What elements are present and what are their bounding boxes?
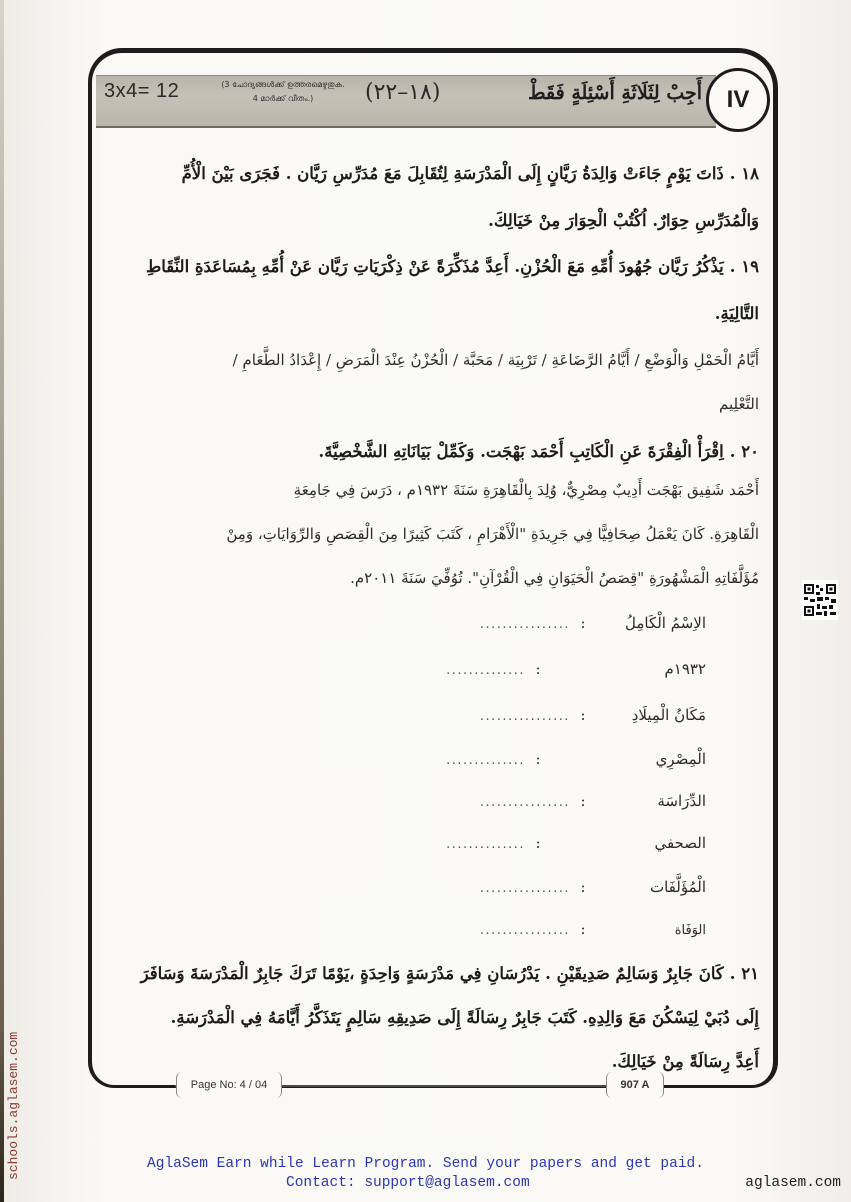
answer-blank[interactable]: ................ — [479, 709, 570, 724]
question-number: ١٨ . — [729, 164, 759, 183]
answer-blank[interactable]: ................ — [479, 881, 570, 896]
field-nationality: الْمِصْرِي : .............. — [446, 750, 706, 768]
question-number: ١٩ . — [729, 257, 759, 276]
field-birth-year: ١٩٣٢م : .............. — [446, 660, 706, 678]
malayalam-instruction: (3 ചോദ്യങ്ങൾക്ക് ഉത്തരമെഴുതുക. 4 മാർക്ക് വീതം.) — [221, 80, 345, 103]
question-19: ١٩ .يَذْكُرُ رَيَّان جُهُودَ أُمِّهِ مَعَ الْحُزْنِ. أَعِدَّ مُذَكِّرَةً عَنْ ذِكْرَيَاتِ رَيَّان عَنْ أُمِّهِ بِمُسَاعَدَةِ النِّقَاطِ التَّالِيَةِ. — [145, 257, 759, 323]
answer-blank[interactable]: ................ — [479, 795, 570, 810]
field-profession: الصحفي : .............. — [446, 834, 706, 852]
question-19-points: أَيَّامُ الْحَمْلِ وَالْوَضْعِ / أَيَّامُ الرَّضَاعَةِ / تَرْبِيَة / مَحَبَّة / الْحُزْنُ عِنْدَ الْمَرَضِ / إِعْدَادُ الطَّعَامِ / التَّعْلِيم — [232, 351, 759, 413]
promo-text: AglaSem Earn while Learn Program. Send your papers and get paid. — [147, 1156, 704, 1172]
field-birthplace: مَكَانُ الْمِيلَادِ : ................ — [479, 706, 706, 724]
field-death: الوَفَاة : ................ — [479, 920, 706, 938]
answer-blank: ١٩٣٢م — [664, 660, 706, 678]
answer-blank[interactable]: ................ — [479, 923, 570, 938]
site-link[interactable]: aglasem.com — [745, 1175, 841, 1191]
paper-code: 907 A — [606, 1072, 664, 1098]
page-edge-shadow — [0, 0, 4, 1202]
question-number: ٢١ . — [729, 964, 759, 983]
field-full-name: الاِسْمُ الْكَامِلُ : ................ — [479, 614, 706, 632]
marks-allocation: 3x4= 12 — [104, 80, 180, 102]
question-range: (١٨–٢٢) — [365, 80, 441, 105]
qr-code-icon[interactable] — [802, 580, 838, 620]
answer-blank[interactable]: ................ — [479, 617, 570, 632]
page-number: Page No: 4 / 04 — [176, 1072, 282, 1098]
contact-text[interactable]: Contact: support@aglasem.com — [286, 1175, 530, 1191]
question-18: ١٨ .ذَاتَ يَوْمٍ جَاءَتْ وَالِدَةُ رَيَّانٍ إِلَى الْمَدْرَسَةِ لِتُقَابِلَ مَعَ مُدَرِّسِ رَيَّان . فَجَرَى بَيْنَ الْأُمِّ وَالْمُدَرِّسِ حِوَارٌ. اُكْتُبْ الْحِوَارَ مِنْ خَيَالِكَ. — [181, 164, 759, 230]
field-education: الدِّرَاسَة : ................ — [479, 792, 706, 810]
section-title: أَجِبْ لِثَلَاثَةِ أَسْئِلَةٍ فَقَطْ — [528, 82, 702, 104]
question-number: ٢٠ . — [729, 442, 759, 461]
side-watermark: schools.aglasem.com — [6, 1031, 21, 1180]
field-works: الْمُؤَلَّفَات : ................ — [479, 878, 706, 896]
question-20: ٢٠ .اِقْرَأْ الْفِقْرَةَ عَنِ الْكَاتِبِ أَحْمَد بَهْجَت. وَكَمِّلْ بَيَانَاتِهِ الشَّخْصِيَّةَ. — [318, 442, 759, 461]
answer-blank[interactable]: .............. — [446, 753, 525, 768]
answer-blank[interactable]: .............. — [446, 837, 525, 852]
question-21: ٢١ .كَانَ جَابِرٌ وَسَالِمٌ صَدِيقَيْنِ . يَدْرُسَانِ فِي مَدْرَسَةٍ وَاحِدَةٍ ،يَوْمًا تَرَكَ جَابِرٌ الْمَدْرَسَةَ وَسَافَرَ إِلَى دُبَيْ لِيَسْكُنَ مَعَ وَالِدِهِ. كَتَبَ جَابِرٌ رِسَالَةً إِلَى صَدِيقِهِ سَالِمٍ يَتَذَكَّرُ أَيَّامَهُ فِي الْمَدْرَسَةِ. أَعِدَّ رِسَالَةً مِنْ خَيَالِكَ. — [140, 964, 759, 1071]
question-20-passage: أَحْمَد شَفِيق بَهْجَت أَدِيبٌ مِصْرِيٌّ، وُلِدَ بِالْقَاهِرَةِ سَنَةَ ١٩٣٢م ، دَرَسَ فِي جَامِعَةِ الْقَاهِرَةِ. كَانَ يَعْمَلُ صِحَافِيًّا فِي جَرِيدَةِ "الْأَهْرَامِ ، كَتَبَ كَثِيرًا مِنَ الْقِصَصِ وَالرِّوَايَاتِ، وَمِنْ مُؤَلَّفَاتِهِ الْمَشْهُورَةِ "قِصَصُ الْحَيَوَانِ فِي الْقُرْآنِ". تُوُفِّيَ سَنَةَ ٢٠١١م. — [226, 481, 759, 587]
section-number-badge: IV — [706, 68, 770, 132]
